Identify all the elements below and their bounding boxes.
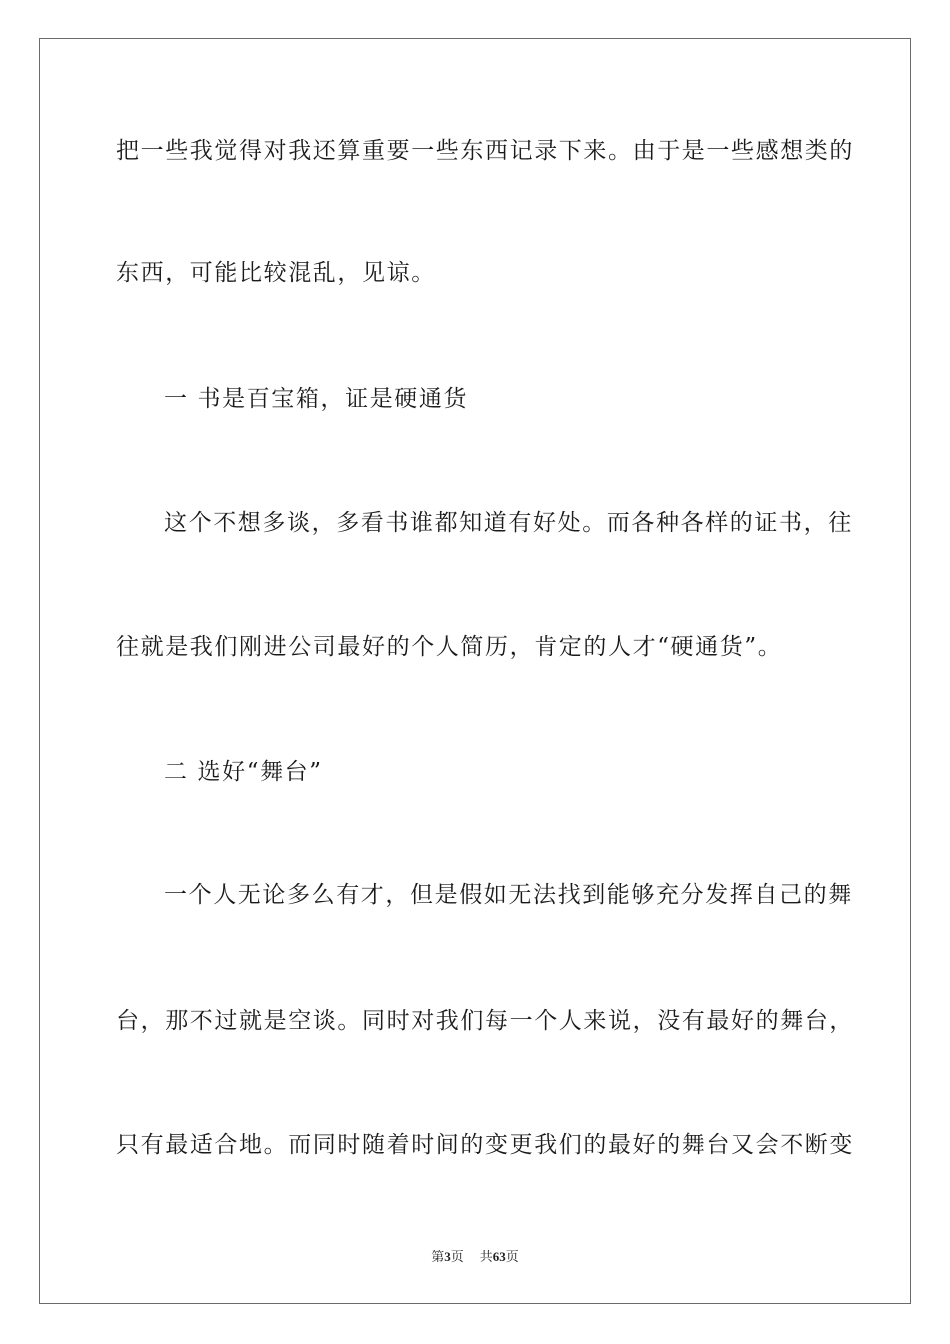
section-heading-1: 一 书是百宝箱，证是硬通货 [164,386,469,412]
paragraph-line-6: 台，那不过就是空谈。同时对我们每一个人来说，没有最好的舞台， [116,1008,854,1034]
paragraph-line-3: 这个不想多谈，多看书谁都知道有好处。而各种各样的证书，往 [164,510,853,536]
paragraph-line-2: 东西，可能比较混乱，见谅。 [116,260,436,286]
paragraph-line-1: 把一些我觉得对我还算重要一些东西记录下来。由于是一些感想类的 [116,138,854,164]
current-page-number: 3 [444,1249,451,1264]
paragraph-line-7: 只有最适合地。而同时随着时间的变更我们的最好的舞台又会不断变 [116,1132,854,1158]
total-prefix: 共 [479,1250,493,1265]
page-border [39,38,911,1304]
page-prefix: 第 [431,1250,445,1265]
page-footer [0,1248,950,1267]
paragraph-line-4: 往就是我们刚进公司最好的个人简历，肯定的人才“硬通货”。 [116,634,783,660]
total-page-count: 63 [492,1249,506,1264]
paragraph-line-5: 一个人无论多么有才，但是假如无法找到能够充分发挥自己的舞 [164,882,853,908]
page-suffix: 页 [450,1250,464,1265]
section-heading-2: 二 选好“舞台” [164,759,323,785]
total-suffix: 页 [505,1250,519,1265]
